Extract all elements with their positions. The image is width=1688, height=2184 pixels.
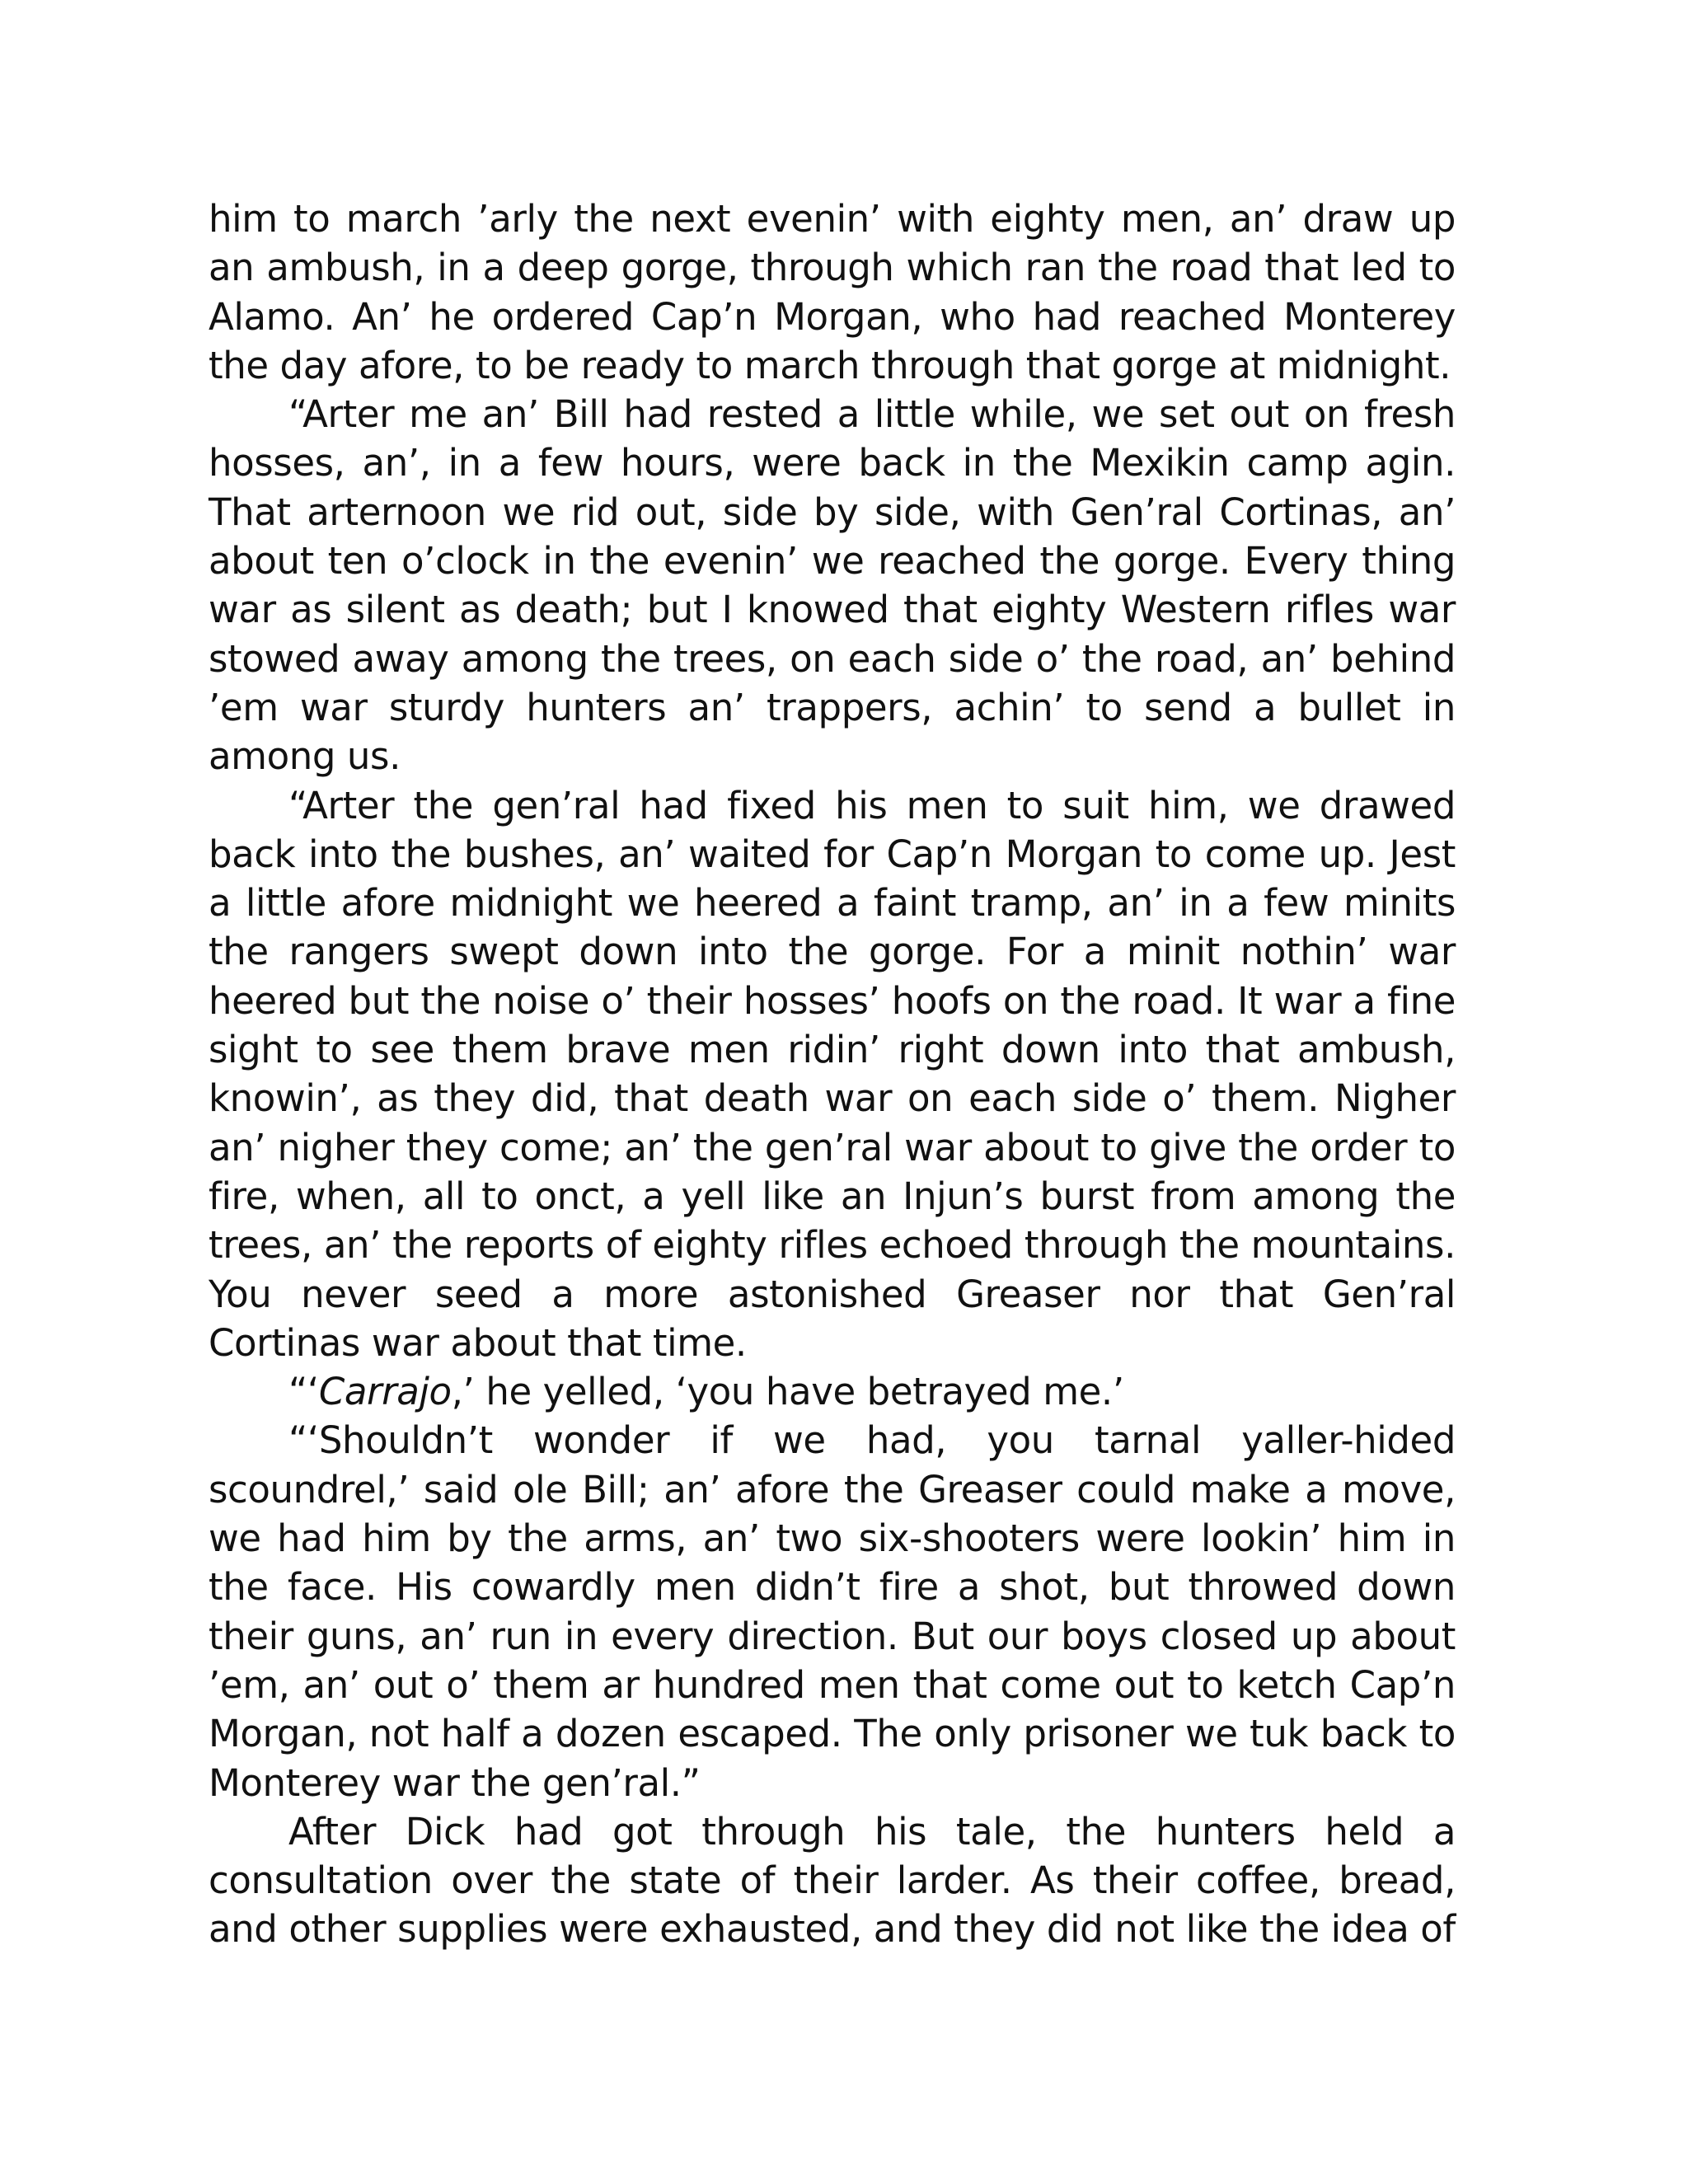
paragraph-3: “Arter the gen’ral had fixed his men to suit him, we drawed back into the bushes, an’ waited for Cap’n Morgan to come up. Jest a little afore midnight we heered a faint tramp, an’ in a few minits the rangers swept down into the gorge. For a minit nothin’ war heered but the noise o’ their hosses’ hoofs on the road. It war a fine sight to see them brave men ridin’ right down into that ambush, knowin’, as they did, that death war on each side o’ them. Nigher an’ nigher they come; an’ the gen’ral war about to give the order to fire, when, all to onct, a yell like an Injun’s burst from among the trees, an’ the reports of eighty rifles echoed through the mountains. You never seed a more astonished Greaser nor that Gen’ral Cortinas war about that time. bbox=[209, 783, 1456, 1365]
paragraph-4-rest: ,’ he yelled, ‘you have betrayed me.’ bbox=[451, 1370, 1124, 1414]
paragraph-1: him to march ’arly the next evenin’ with eighty men, an’ draw up an ambush, in a deep gorge, through which ran the road that led to Alamo. An’ he ordered Cap’n Morgan, who had reached Monterey the day afore, to be ready to march through that gorge at midnight. bbox=[209, 197, 1456, 387]
paragraph-4-italic-word: Carrajo bbox=[318, 1370, 452, 1414]
paragraph-4-open-quote: “‘ bbox=[288, 1370, 319, 1414]
page-body bbox=[209, 194, 1456, 1954]
paragraph-2: “Arter me an’ Bill had rested a little while, we set out on fresh hosses, an’, in a few hours, were back in the Mexikin camp agin. That arternoon we rid out, side by side, with Gen’ral Cortinas, an’ about ten o’clock in the evenin’ we reached the gorge. Every thing war as silent as death; but I knowed that eighty Western rifles war stowed away among the trees, on each side o’ the road, an’ behind ’em war sturdy hunters an’ trappers, achin’ to send a bullet in among us. bbox=[209, 392, 1456, 779]
paragraph-5: “‘Shouldn’t wonder if we had, you tarnal yaller-hided scoundrel,’ said ole Bill; an’ afore the Greaser could make a move, we had him by the arms, an’ two six-shooters were lookin’ him in the face. His cowardly men didn’t fire a shot, but throwed down their guns, an’ run in every direction. But our boys closed up about ’em, an’ out o’ them ar hundred men that come out to ketch Cap’n Morgan, not half a dozen escaped. The only prisoner we tuk back to Monterey war the gen’ral.” bbox=[209, 1418, 1456, 1805]
paragraph-4 bbox=[209, 1367, 1456, 1416]
paragraph-6: After Dick had got through his tale, the hunters held a consultation over the state of their larder. As their coffee, bread, and other supplies were exhausted, and they did not like the idea of bbox=[209, 1809, 1456, 1952]
